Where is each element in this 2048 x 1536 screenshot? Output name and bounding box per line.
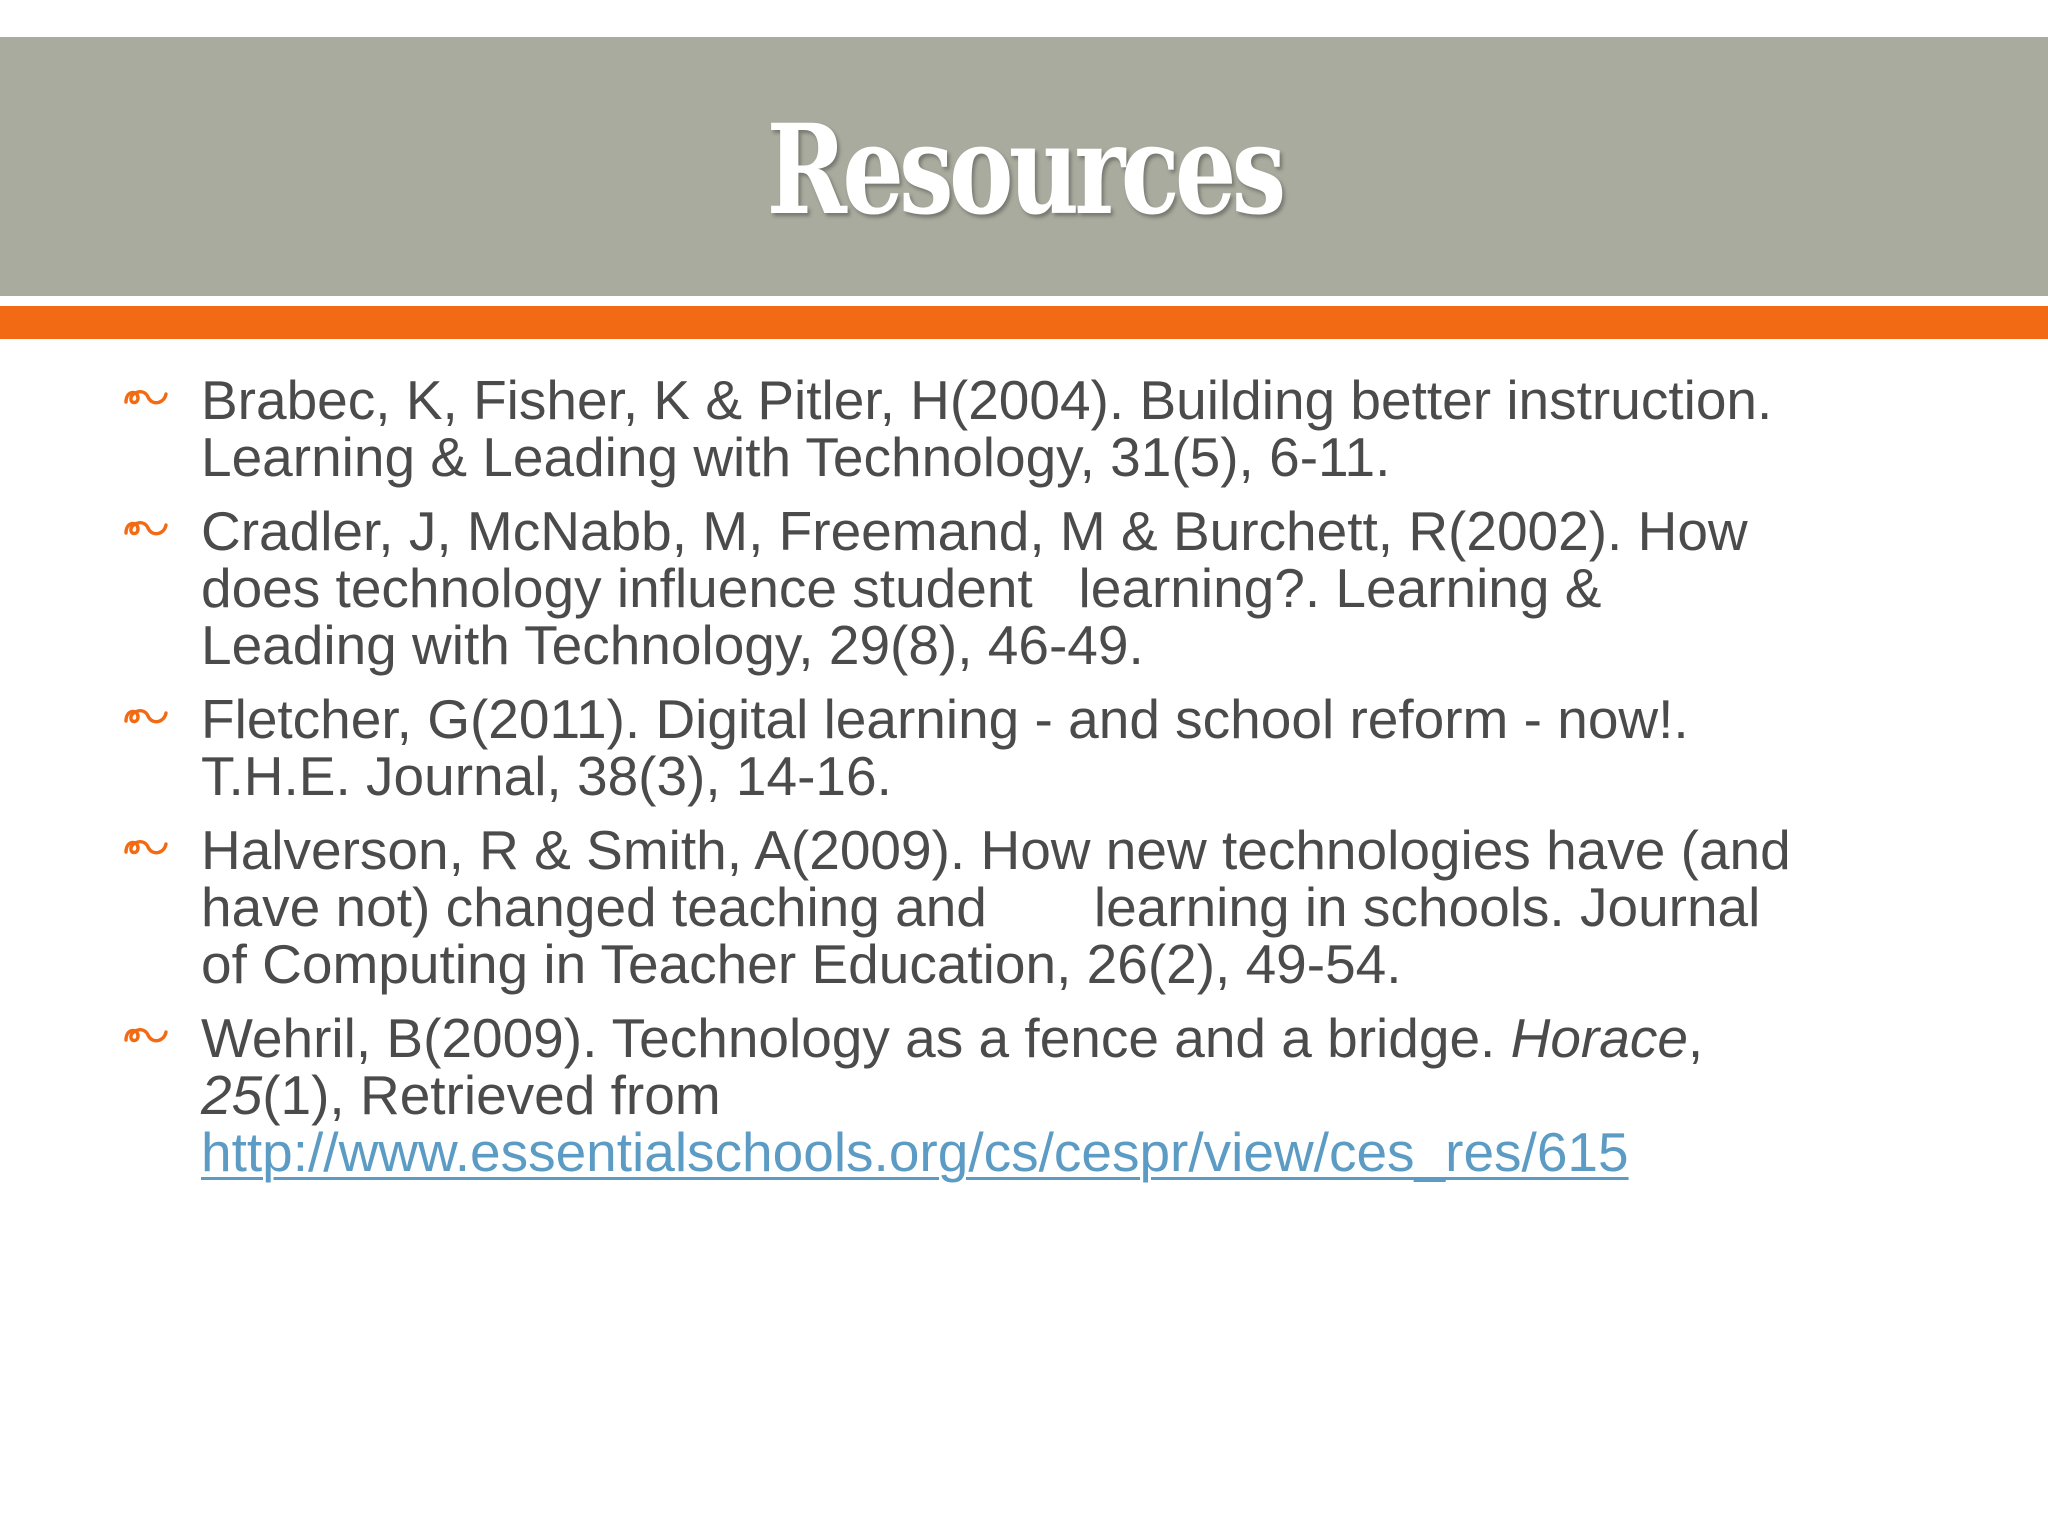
reference-item [122,369,2002,488]
reference-line: Brabec, K, Fisher, K & Pitler, H(2004). Building better instruction. [201,369,1773,431]
reference-item [122,819,2002,995]
reference-line [201,1121,2002,1183]
reference-line: Leading with Technology, 29(8), 46-49. [201,614,1144,676]
swirl-bullet-icon [122,834,170,860]
reference-item [122,688,2002,807]
swirl-bullet-icon [122,1022,170,1048]
reference-line [201,1064,2002,1126]
reference-line: Halverson, R & Smith, A(2009). How new technologies have (and [201,819,1791,881]
accent-rule [0,306,2048,339]
reference-line: Learning & Leading with Technology, 31(5), 6-11. [201,426,1391,488]
journal-title: Horace [1510,1007,1688,1069]
reference-line: have not) changed teaching and learning in schools. Journal [201,876,1761,938]
reference-list [122,369,2002,1198]
reference-text: , [1687,1007,1704,1069]
reference-text: (1), Retrieved from [262,1064,721,1126]
swirl-bullet-icon [122,515,170,541]
slide-title: Resources [766,97,1282,243]
reference-line: T.H.E. Journal, 38(3), 14-16. [201,745,892,807]
swirl-bullet-icon [122,384,170,410]
swirl-bullet-icon [122,703,170,729]
reference-line [201,1007,2002,1069]
reference-text: Wehril, B(2009). Technology as a fence and a bridge. [201,1007,1511,1069]
reference-line: of Computing in Teacher Education, 26(2), 49-54. [201,933,1402,995]
title-band [0,37,2048,296]
reference-item [122,500,2002,676]
reference-url-link[interactable]: http://www.essentialschools.org/cs/cespr/view/ces_res/615 [201,1121,1629,1183]
reference-item [122,1007,2002,1183]
reference-line: Cradler, J, McNabb, M, Freemand, M & Burchett, R(2002). How [201,500,1748,562]
reference-line: Fletcher, G(2011). Digital learning - and school reform - now!. [201,688,1689,750]
reference-line: does technology influence student learning?. Learning & [201,557,1602,619]
volume-number: 25 [201,1064,263,1126]
